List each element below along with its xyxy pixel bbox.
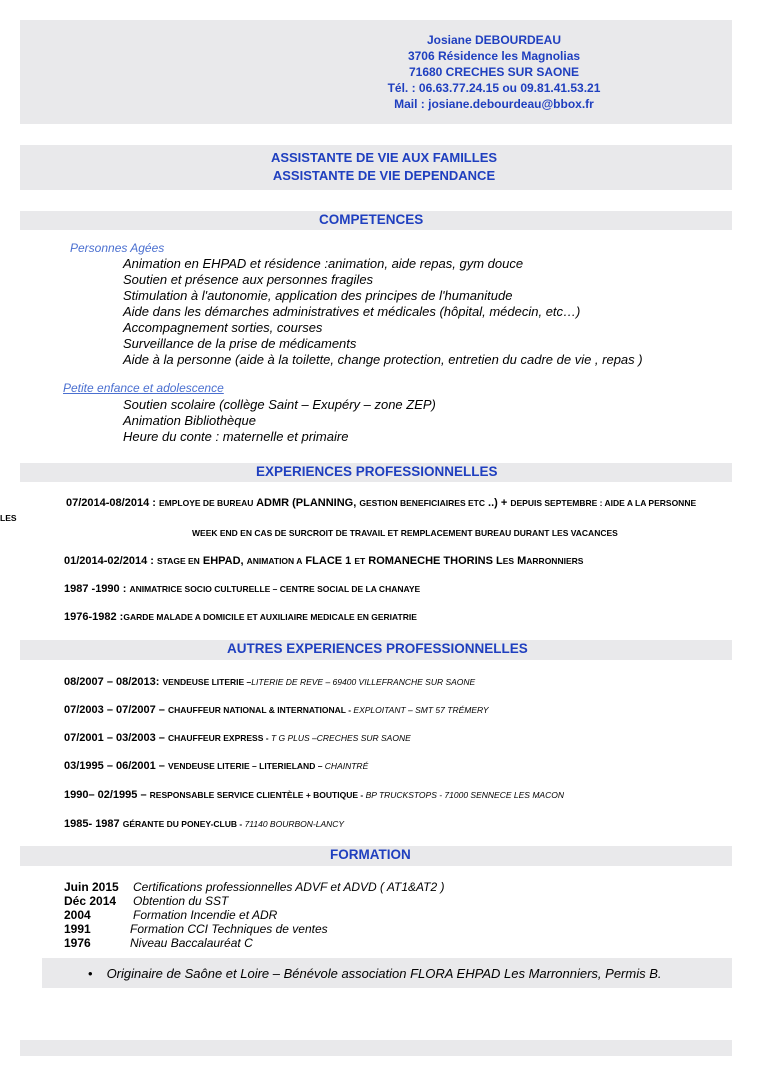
competences-list-2 xyxy=(123,397,436,445)
autres-role: RESPONSABLE SERVICE CLIENTÈLE + BOUTIQUE - xyxy=(149,790,366,800)
formation-year: 1976 xyxy=(64,936,91,950)
autres-date: 07/2003 – 07/2007 – xyxy=(64,704,168,716)
autres-row xyxy=(64,704,489,716)
autres-row xyxy=(64,676,475,688)
formation-text: Niveau Baccalauréat C xyxy=(130,936,253,950)
email: Mail : josiane.debourdeau@bbox.fr xyxy=(394,97,594,111)
formation-year: 1991 xyxy=(64,922,91,936)
experiences-heading: EXPERIENCES PROFESSIONNELLES xyxy=(256,464,498,479)
formation-text: Formation Incendie et ADR xyxy=(133,908,278,922)
formation-text: Formation CCI Techniques de ventes xyxy=(130,922,328,936)
exp-text: ET xyxy=(354,556,366,566)
list-item: Heure du conte : maternelle et primaire xyxy=(123,429,349,444)
contact-block xyxy=(110,32,768,112)
list-item: Animation Bibliothèque xyxy=(123,413,256,428)
autres-role: GÉRANTE DU PONEY-CLUB - xyxy=(122,819,245,829)
group-label-petite-enfance: Petite enfance et adolescence xyxy=(63,381,224,395)
job-title-2: ASSISTANTE DE VIE DEPENDANCE xyxy=(272,168,496,183)
autres-date: 03/1995 – 06/2001 – xyxy=(64,760,168,772)
competences-heading: COMPETENCES xyxy=(319,212,424,227)
formation-year: 2004 xyxy=(64,908,91,922)
autres-detail: LITERIE DE REVE – 69400 VILLEFRANCHE SUR SAONE xyxy=(251,677,476,687)
autres-row xyxy=(64,760,368,772)
experience-row xyxy=(66,497,696,509)
address-line-2: 71680 CRECHES SUR SAONE xyxy=(408,65,580,79)
list-item: Soutien et présence aux personnes fragiles xyxy=(123,272,374,287)
autres-role: CHAUFFEUR EXPRESS - xyxy=(167,733,271,743)
exp-text: STAGE EN xyxy=(156,556,200,566)
job-title-1: ASSISTANTE DE VIE AUX FAMILLES xyxy=(270,150,498,165)
name: Josiane DEBOURDEAU xyxy=(426,33,562,47)
extra-line xyxy=(88,966,662,981)
exp-text: ARRONNIERS xyxy=(526,556,584,566)
autres-date: 1985- 1987 xyxy=(64,818,123,830)
autres-role: VENDEUSE LITERIE – xyxy=(162,677,252,687)
experience-row xyxy=(64,583,420,595)
autres-role: VENDEUSE LITERIE – LITERIELAND – xyxy=(167,761,325,771)
autres-role: CHAUFFEUR NATIONAL & INTERNATIONAL - xyxy=(167,705,354,715)
exp-text: FLACE 1 xyxy=(302,555,355,567)
exp-date: 1987 -1990 : xyxy=(64,583,130,595)
exp-text: GESTION BENEFICIAIRES ETC xyxy=(359,498,485,508)
extra-text: Originaire de Saône et Loire – Bénévole association FLORA EHPAD Les Marronniers, Permis B. xyxy=(106,966,662,981)
exp-text: ADMR (PLANNING, xyxy=(253,497,360,509)
exp-text: ES xyxy=(502,556,515,566)
formation-heading: FORMATION xyxy=(330,847,411,862)
exp-text: EMPLOYE DE BUREAU xyxy=(158,498,254,508)
autres-row xyxy=(64,789,564,801)
exp-text: EHPAD, xyxy=(199,555,247,567)
address-line-1: 3706 Résidence les Magnolias xyxy=(407,49,581,63)
job-titles xyxy=(0,149,768,185)
exp-date: 07/2014-08/2014 : xyxy=(66,497,159,509)
exp-date: 1976-1982 : xyxy=(64,611,124,623)
formation-text: Obtention du SST xyxy=(133,894,229,908)
exp-text: M xyxy=(514,555,527,567)
group-label-personnes-agees: Personnes Agées xyxy=(70,241,165,255)
exp-text: DEPUIS SEPTEMBRE : AIDE A LA PERSONNE xyxy=(510,498,697,508)
exp-text: WEEK END EN CAS DE SURCROIT DE TRAVAIL ET REMPLACEMENT BUREAU DURANT LES VACANCES xyxy=(192,528,618,538)
formation-text: Certifications professionnelles ADVF et ADVD ( AT1&AT2 ) xyxy=(133,880,445,894)
experience-row xyxy=(64,555,583,567)
autres-row xyxy=(64,732,411,744)
autres-detail: 71140 BOURBON-LANCY xyxy=(244,819,345,829)
experience-row-wrap xyxy=(0,512,17,524)
list-item: Accompagnement sorties, courses xyxy=(123,320,323,335)
experience-row xyxy=(64,611,417,623)
list-item: Soutien scolaire (collège Saint – Exupéry – zone ZEP) xyxy=(123,397,436,412)
exp-text: GARDE MALADE A DOMICILE ET AUXILIAIRE MEDICALE EN GERIATRIE xyxy=(123,612,417,622)
formation-year: Juin 2015 xyxy=(64,880,119,894)
autres-heading: AUTRES EXPERIENCES PROFESSIONNELLES xyxy=(227,641,528,656)
phone: Tél. : 06.63.77.24.15 ou 09.81.41.53.21 xyxy=(387,81,601,95)
autres-detail: CHAINTRÉ xyxy=(324,761,369,771)
competences-list-1 xyxy=(123,256,643,368)
exp-text: ANIMATRICE SOCIO CULTURELLE – CENTRE SOCIAL DE LA CHANAYE xyxy=(129,584,421,594)
exp-text: ROMANECHE THORINS L xyxy=(365,555,503,567)
list-item: Stimulation à l'autonomie, application des principes de l'humanitude xyxy=(123,288,513,303)
exp-text: ANIMATION A xyxy=(246,556,303,566)
exp-text: LES xyxy=(0,513,17,523)
exp-text: ..) + xyxy=(484,497,511,509)
autres-date: 08/2007 – 08/2013: xyxy=(64,676,163,688)
exp-date: 01/2014-02/2014 : xyxy=(64,555,157,567)
autres-date: 1990– 02/1995 – xyxy=(64,789,150,801)
list-item: Aide à la personne (aide à la toilette, change protection, entretien du cadre de vie , repas ) xyxy=(123,352,643,367)
list-item: Animation en EHPAD et résidence :animation, aide repas, gym douce xyxy=(123,256,524,271)
autres-row xyxy=(64,818,344,830)
autres-detail: T G PLUS –CRECHES SUR SAONE xyxy=(270,733,411,743)
autres-date: 07/2001 – 03/2003 – xyxy=(64,732,168,744)
autres-detail: EXPLOITANT – SMT 57 TRÉMERY xyxy=(353,705,489,715)
list-item: Aide dans les démarches administratives et médicales (hôpital, médecin, etc…) xyxy=(123,304,581,319)
formation-year: Déc 2014 xyxy=(64,894,117,908)
experience-row-continued xyxy=(192,527,618,539)
bullet: • xyxy=(88,966,93,981)
list-item: Surveillance de la prise de médicaments xyxy=(123,336,357,351)
autres-detail: BP TRUCKSTOPS - 71000 SENNECE LES MACON xyxy=(365,790,564,800)
footer-band xyxy=(20,1040,732,1056)
